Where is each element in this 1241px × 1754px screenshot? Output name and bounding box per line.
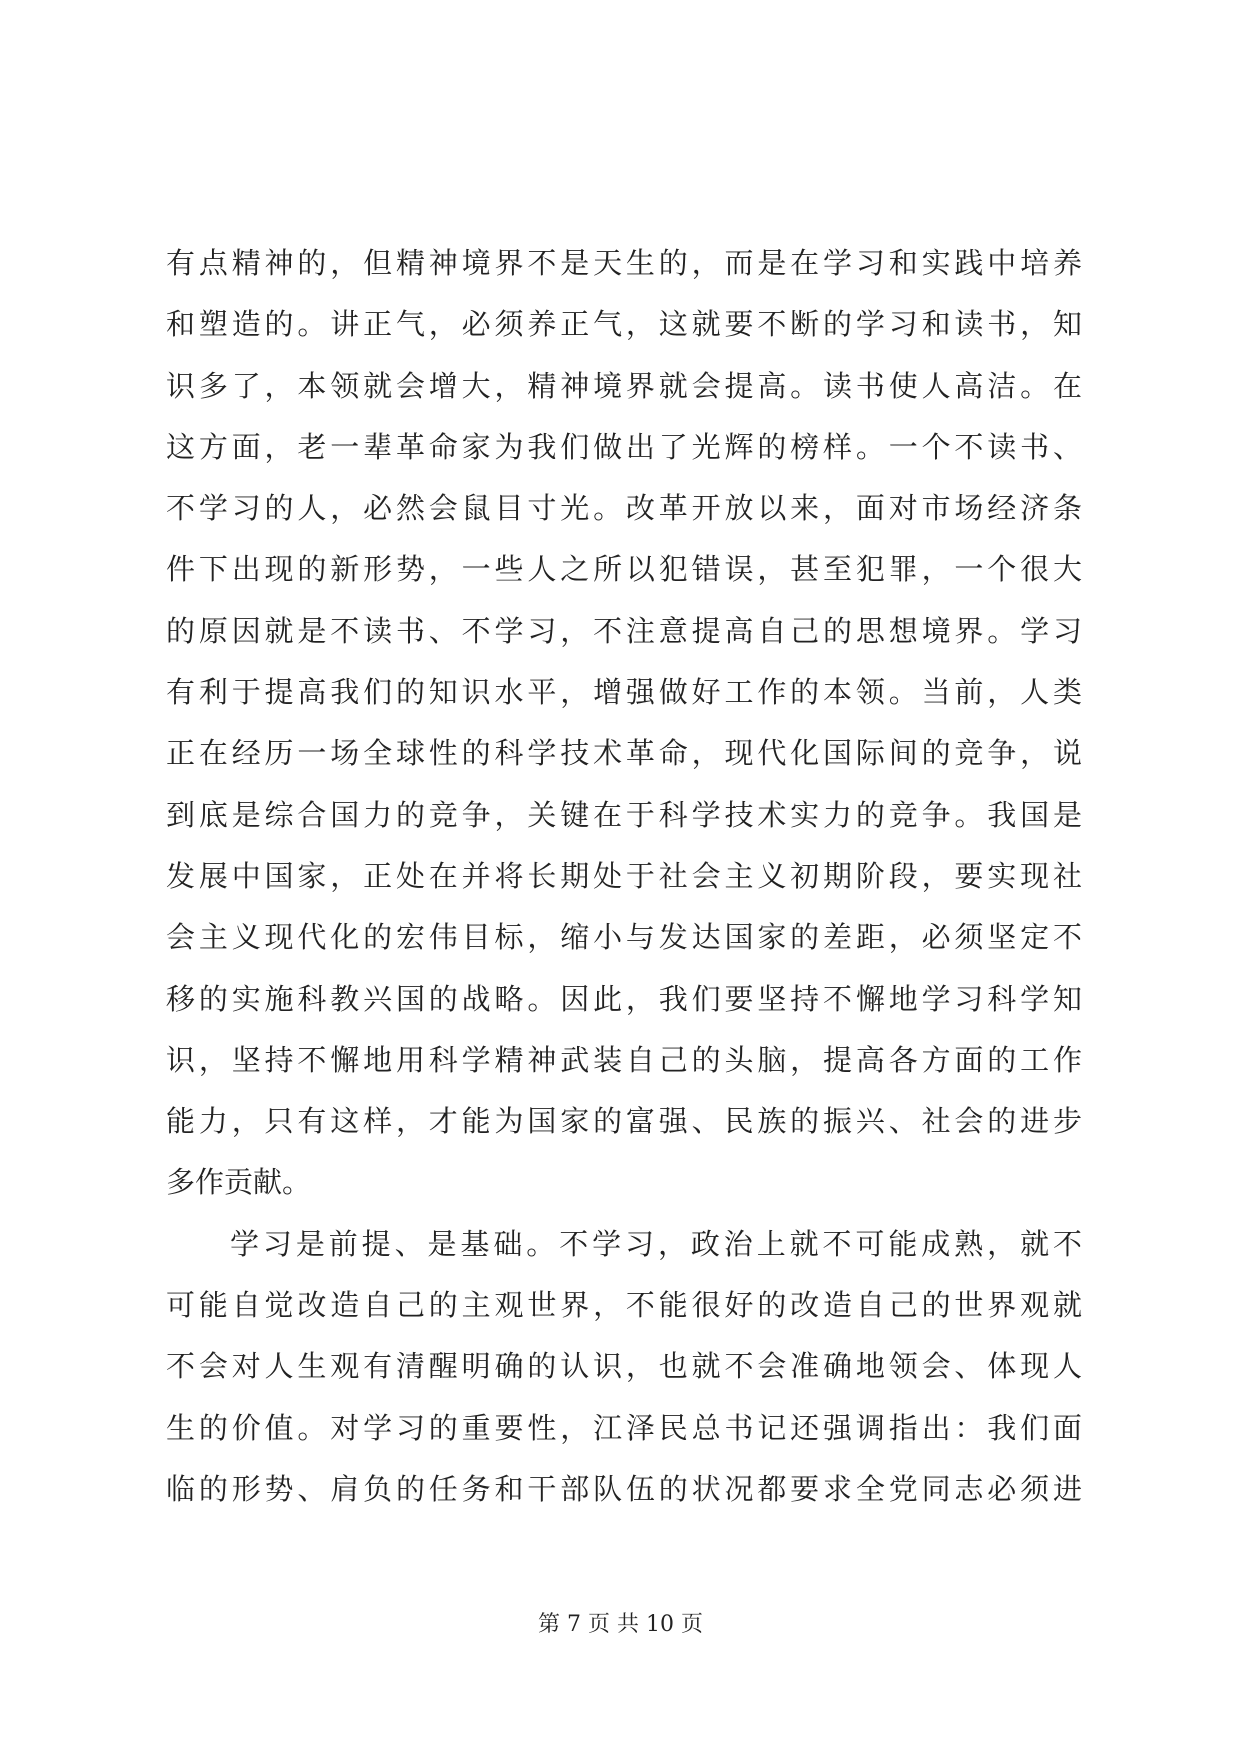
text-line: 移的实施科教兴国的战略。因此，我们要坚持不懈地学习科学知	[166, 981, 1082, 1016]
text-line: 的原因就是不读书、不学习，不注意提高自己的思想境界。学习	[166, 613, 1082, 648]
text-line: 件下出现的新形势，一些人之所以犯错误，甚至犯罪，一个很大	[166, 552, 1082, 587]
text-line: 生的价值。对学习的重要性，江泽民总书记还强调指出：我们面	[166, 1410, 1082, 1445]
text-line: 临的形势、肩负的任务和干部队伍的状况都要求全党同志必须进	[166, 1471, 1082, 1506]
text-line: 不会对人生观有清醒明确的认识，也就不会准确地领会、体现人	[166, 1349, 1082, 1384]
text-line: 多作贡献。	[166, 1165, 312, 1200]
page-number-footer: 第 7 页 共 10 页	[538, 1612, 703, 1637]
text-line: 正在经历一场全球性的科学技术革命，现代化国际间的竞争，说	[166, 736, 1082, 771]
text-line: 发展中国家，正处在并将长期处于社会主义初期阶段，要实现社	[166, 858, 1082, 893]
text-line: 和塑造的。讲正气，必须养正气，这就要不断的学习和读书，知	[166, 307, 1082, 342]
text-line: 这方面，老一辈革命家为我们做出了光辉的榜样。一个不读书、	[166, 429, 1082, 464]
text-line: 不学习的人，必然会鼠目寸光。改革开放以来，面对市场经济条	[166, 491, 1082, 526]
text-line: 会主义现代化的宏伟目标，缩小与发达国家的差距，必须坚定不	[166, 920, 1082, 955]
text-line: 识，坚持不懈地用科学精神武装自己的头脑，提高各方面的工作	[166, 1042, 1082, 1077]
text-line: 识多了，本领就会增大，精神境界就会提高。读书使人高洁。在	[166, 368, 1082, 403]
text-line: 学习是前提、是基础。不学习，政治上就不可能成熟，就不	[230, 1226, 1082, 1261]
text-line: 可能自觉改造自己的主观世界，不能很好的改造自己的世界观就	[166, 1288, 1082, 1323]
text-line: 到底是综合国力的竞争，关键在于科学技术实力的竞争。我国是	[166, 797, 1082, 832]
text-line: 有点精神的，但精神境界不是天生的，而是在学习和实践中培养	[166, 246, 1082, 280]
body-text	[166, 233, 1082, 1520]
text-line: 能力，只有这样，才能为国家的富强、民族的振兴、社会的进步	[166, 1104, 1082, 1139]
text-line: 有利于提高我们的知识水平，增强做好工作的本领。当前，人类	[166, 675, 1082, 710]
